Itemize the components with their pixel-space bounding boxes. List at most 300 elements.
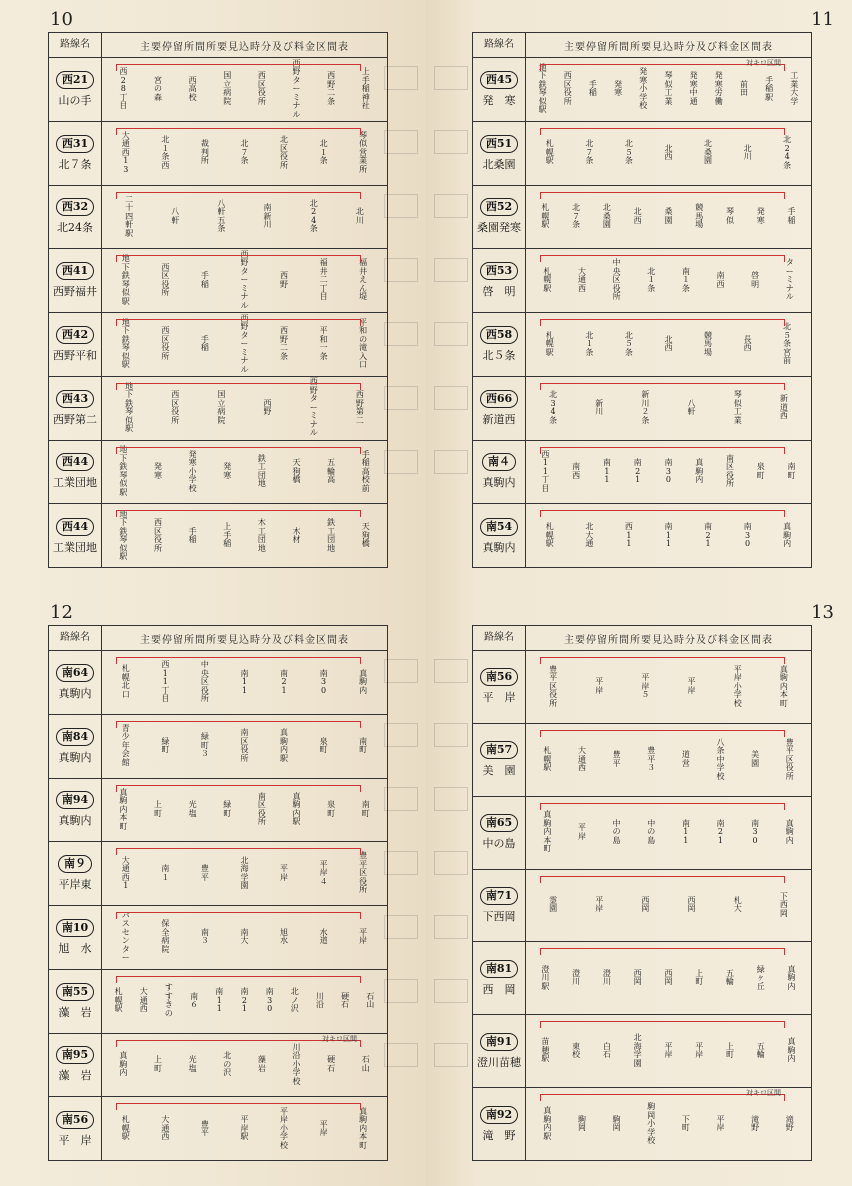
stop-name: 旭水 <box>280 927 289 946</box>
fare-section-line <box>540 383 785 390</box>
route-label: 発 寒 <box>482 93 516 107</box>
show-through-mark <box>434 1043 468 1067</box>
route-name-cell <box>49 122 102 185</box>
route-badge: 西42 <box>56 326 94 344</box>
fare-section-line <box>540 255 785 262</box>
stop-name: 平岸 <box>687 677 696 695</box>
fare-section-line <box>540 803 785 810</box>
stop-name: 平岸 <box>319 1119 328 1138</box>
stop-name: 新川 <box>595 398 604 417</box>
stop-name: 西区役所 <box>161 326 170 361</box>
route-row <box>49 1097 387 1161</box>
stop-name: 長西 <box>743 334 752 353</box>
route-badge: 西44 <box>56 518 94 536</box>
route-name-cell <box>473 651 526 723</box>
stop-name: 鉄工団地 <box>327 518 336 553</box>
stop-name: 北海学園 <box>633 1033 642 1068</box>
stop-name: 平和一条 <box>319 326 328 361</box>
stop-name: バスセンター <box>121 910 130 963</box>
show-through-mark <box>434 66 468 90</box>
fare-section-line <box>116 192 361 199</box>
stop-name: 札幌駅 <box>541 203 550 230</box>
stop-name: 真駒内本町 <box>119 787 128 831</box>
stop-name: 南21 <box>633 458 642 485</box>
route-badge: 南94 <box>56 791 94 809</box>
route-row <box>473 1088 811 1161</box>
fare-section-line <box>116 848 361 855</box>
route-row <box>49 313 387 377</box>
stop-name: 南11 <box>215 987 224 1014</box>
fare-table <box>472 625 812 1161</box>
stop-name: 石山 <box>366 991 375 1010</box>
stop-name: 真駒内駅 <box>292 791 301 827</box>
route-label: 澄川苗穂 <box>477 1055 521 1069</box>
show-through-mark <box>384 723 418 747</box>
fare-section-line <box>540 730 785 737</box>
stop-name: 鉄工団地 <box>257 453 266 489</box>
stop-name: 大通西 <box>577 266 586 293</box>
route-name-cell <box>49 441 102 504</box>
route-badge: 西53 <box>480 262 518 280</box>
stop-name: 発寒 <box>756 207 765 225</box>
stop-name: 南11 <box>240 668 249 695</box>
stop-name: 北１条西 <box>161 135 170 170</box>
stops-cell <box>526 942 811 1014</box>
stop-name: 緑ヶ丘 <box>756 964 765 991</box>
stop-name: 木材 <box>292 526 301 545</box>
route-badge: 西43 <box>56 390 94 408</box>
stop-name: 札幌北口 <box>121 664 130 699</box>
route-name-cell <box>473 870 526 942</box>
stop-name: 南西 <box>716 271 725 289</box>
route-name-cell <box>49 377 102 440</box>
stops-cell <box>102 906 387 969</box>
fare-section-line <box>116 785 361 792</box>
stop-name: 川沿小学校 <box>292 1042 301 1086</box>
route-label: 藻 岩 <box>58 1005 92 1019</box>
stop-name: 駒岡小学校 <box>647 1102 656 1146</box>
stop-name: 西野二条 <box>280 326 289 361</box>
stop-name: 手稲 <box>200 334 209 353</box>
stop-name: 川沿 <box>315 991 324 1010</box>
route-row <box>473 1015 811 1088</box>
route-name-cell <box>49 715 102 778</box>
stop-name: 国立病院 <box>217 390 226 425</box>
stop-name: 五輪 <box>756 1041 765 1060</box>
route-label: 工業団地 <box>53 476 97 490</box>
stop-name: 南30 <box>265 987 274 1014</box>
stop-name: 発寒中通 <box>689 71 698 106</box>
stops-cell <box>526 249 811 312</box>
stop-name: 南町 <box>361 800 370 818</box>
stop-name: 豊平区役所 <box>785 737 794 781</box>
page-number: 12 <box>50 602 73 623</box>
route-label: 北桑園 <box>482 157 516 171</box>
stops-cell <box>102 441 387 504</box>
stop-name: 豊平区役所 <box>549 664 558 708</box>
page-13 <box>426 593 852 1186</box>
route-row <box>49 186 387 250</box>
stop-name: 西野ターミナル <box>292 58 301 119</box>
route-label: 西野福井 <box>53 285 97 299</box>
stops-cell <box>102 249 387 312</box>
stop-name: 五輪高 <box>327 458 336 485</box>
stop-name: 南１条 <box>681 266 690 293</box>
stops-cell <box>526 870 811 942</box>
route-label: 工業団地 <box>53 540 97 554</box>
stop-name: 滝野 <box>751 1114 760 1133</box>
stop-name: 平岸５ <box>641 673 650 700</box>
route-badge: 南81 <box>480 960 518 978</box>
stop-name: 平岸 <box>280 864 289 882</box>
table-header <box>49 33 387 58</box>
stop-name: 平岸 <box>359 927 368 946</box>
stops-cell <box>102 842 387 905</box>
stop-name: 上町 <box>695 968 704 987</box>
show-through-mark <box>434 322 468 346</box>
stop-name: 真駒内 <box>787 964 796 991</box>
stop-name: 泉町 <box>319 736 328 755</box>
fare-section-line <box>540 128 785 135</box>
route-label: 中の島 <box>482 837 516 851</box>
stop-name: 西区役所 <box>153 518 162 553</box>
route-row <box>473 186 811 250</box>
show-through-mark <box>384 1043 418 1067</box>
route-row <box>473 313 811 377</box>
stop-name: すすきの <box>164 983 173 1018</box>
kiro-section-label: 対キロ区間 <box>746 1089 781 1098</box>
stop-name: 南区役所 <box>725 453 734 489</box>
stops-cell <box>526 504 811 568</box>
route-row <box>473 651 811 724</box>
stop-name: 光塩 <box>188 800 197 818</box>
stop-name: 西野ターミナル <box>240 249 249 310</box>
stop-name: 大通西 <box>139 987 148 1014</box>
stop-name: 地下鉄琴似駅 <box>538 62 547 115</box>
stop-name: 豊平 <box>612 750 621 768</box>
stop-name: 北桑園 <box>704 139 713 166</box>
stop-name: 南６ <box>190 991 199 1010</box>
stop-name: 上手稲神社 <box>361 67 370 111</box>
stop-name: 中の島 <box>647 818 656 845</box>
stop-name: 北24条 <box>309 198 318 234</box>
route-badge: 西32 <box>56 198 94 216</box>
stop-name: 真駒内 <box>695 458 704 485</box>
stops-cell <box>102 313 387 376</box>
stop-name: 西11丁目 <box>541 449 550 493</box>
route-label: 滝 野 <box>482 1128 516 1142</box>
show-through-mark <box>434 386 468 410</box>
stop-name: 保全病院 <box>161 919 170 954</box>
header-route: 路線名 <box>49 33 102 57</box>
stop-name: 札幌駅 <box>545 139 554 166</box>
stop-name: 北海学園 <box>240 855 249 891</box>
stops-cell <box>526 651 811 723</box>
stop-name: 南１ <box>161 864 170 882</box>
header-route: 路線名 <box>473 626 526 650</box>
route-row <box>49 842 387 906</box>
fare-section-line <box>540 948 785 955</box>
stop-name: 八軒五条 <box>217 198 226 234</box>
show-through-mark <box>384 194 418 218</box>
route-badge: 南54 <box>480 518 518 536</box>
page-11 <box>426 0 852 593</box>
route-label: 西野平和 <box>53 348 97 362</box>
stops-cell <box>526 1088 811 1161</box>
route-row <box>49 651 387 715</box>
show-through-mark <box>384 258 418 282</box>
fare-section-line <box>116 510 361 517</box>
stop-name: 北川 <box>355 207 364 225</box>
stop-name: 北５条 <box>624 139 633 166</box>
stop-name: 南区役所 <box>240 728 249 763</box>
stop-name: 南30 <box>664 458 673 485</box>
table-header <box>49 626 387 651</box>
route-badge: 南95 <box>56 1046 94 1064</box>
stop-name: 豊平 <box>200 1119 209 1138</box>
stop-name: 平岸 <box>695 1041 704 1060</box>
route-name-cell <box>473 313 526 376</box>
stop-name: 南11 <box>664 522 673 549</box>
route-badge: 南71 <box>480 887 518 905</box>
stop-name: 西野第二 <box>355 390 364 425</box>
stop-name: 新道西 <box>779 394 788 421</box>
stop-name: 平岸 <box>664 1041 673 1060</box>
stop-name: 北大通 <box>585 522 594 549</box>
show-through-mark <box>434 258 468 282</box>
stop-name: 苗穂駅 <box>541 1037 550 1064</box>
stop-name: 札幌駅 <box>114 987 123 1014</box>
show-through-mark <box>384 851 418 875</box>
stop-name: 天狗橋 <box>361 522 370 549</box>
stop-name: 南11 <box>681 818 690 845</box>
stops-cell <box>102 715 387 778</box>
route-name-cell <box>473 58 526 121</box>
stop-name: 大通西1 <box>121 855 130 891</box>
fare-section-line <box>116 255 361 262</box>
stop-name: 真駒内本町 <box>359 1106 368 1150</box>
route-badge: 西45 <box>480 71 518 89</box>
stop-name: 八軒 <box>171 207 180 225</box>
stop-name: 手稲 <box>588 79 597 98</box>
route-badge: 南64 <box>56 664 94 682</box>
table-header <box>473 626 811 651</box>
stop-name: 啓明 <box>751 271 760 289</box>
stop-name: 前田 <box>739 79 748 98</box>
stop-name: 手稲 <box>188 526 197 545</box>
show-through-mark <box>384 915 418 939</box>
stop-name: 桑園 <box>664 207 673 225</box>
route-label: 真駒内 <box>58 750 92 764</box>
route-label: 真駒内 <box>58 686 92 700</box>
route-name-cell <box>49 779 102 842</box>
stop-name: 手稲 <box>200 271 209 289</box>
stop-name: 札幌駅 <box>545 330 554 357</box>
stop-name: 駒岡 <box>612 1114 621 1133</box>
route-name-cell <box>473 504 526 568</box>
route-row <box>49 970 387 1034</box>
stops-cell <box>102 779 387 842</box>
route-label: 平 岸 <box>58 1133 92 1147</box>
stop-name: 西区役所 <box>171 390 180 425</box>
route-badge: 西66 <box>480 390 518 408</box>
stop-name: 南30 <box>743 522 752 549</box>
stop-name: 南町 <box>787 462 796 480</box>
stop-name: 工業大学 <box>790 71 799 106</box>
stop-name: 西野 <box>280 271 289 289</box>
stops-cell <box>526 724 811 796</box>
header-description: 主要停留所間所要見込時分及び料金区間表 <box>140 41 349 53</box>
route-name-cell <box>49 186 102 249</box>
stop-name: 平岸小学校 <box>280 1106 289 1150</box>
stop-name: 南21 <box>280 668 289 695</box>
route-badge: 南56 <box>56 1111 94 1129</box>
stop-name: 西野ターミナル <box>240 313 249 374</box>
stops-cell <box>102 1097 387 1161</box>
route-name-cell <box>49 906 102 969</box>
route-label: 新道西 <box>482 412 516 426</box>
fare-section-line <box>116 657 361 664</box>
stop-name: 道営 <box>681 750 690 768</box>
route-row <box>49 779 387 843</box>
stop-name: 平岸駅 <box>240 1115 249 1142</box>
stop-name: 真駒内 <box>119 1051 128 1078</box>
route-badge: 西21 <box>56 71 94 89</box>
stops-cell <box>526 441 811 504</box>
stop-name: 北１条 <box>319 139 328 166</box>
route-name-cell <box>49 504 102 568</box>
route-row <box>49 249 387 313</box>
stop-name: 発寒小学校 <box>639 67 648 111</box>
stop-name: 天狗橋 <box>292 458 301 485</box>
stop-name: 西区役所 <box>257 71 266 106</box>
stops-cell <box>102 377 387 440</box>
stops-cell <box>102 186 387 249</box>
stop-name: 石山 <box>361 1055 370 1073</box>
stop-name: 上手稲 <box>223 522 232 549</box>
route-badge: 南92 <box>480 1106 518 1124</box>
route-label: 西野第二 <box>53 412 97 426</box>
route-label: 山の手 <box>58 93 92 107</box>
stop-name: 北５条宮前 <box>783 322 792 366</box>
stop-name: 緑町 <box>223 800 232 818</box>
kiro-section-label: 対キロ区間 <box>322 1034 357 1043</box>
stop-name: 地下鉄琴似駅 <box>119 509 128 562</box>
stop-name: 発寒労働 <box>714 71 723 106</box>
stop-name: 南11 <box>602 458 611 485</box>
page-10 <box>0 0 426 593</box>
stop-name: 札大 <box>733 895 742 914</box>
route-badge: 西41 <box>56 262 94 280</box>
route-name-cell <box>473 249 526 312</box>
stop-name: 澄川駅 <box>541 964 550 991</box>
stop-name: 下西岡 <box>779 891 788 918</box>
stop-name: 手稲駅 <box>765 75 774 102</box>
route-row <box>49 715 387 779</box>
stop-name: 平岸４ <box>319 859 328 886</box>
stop-name: 泉町 <box>756 462 765 480</box>
fare-section-line <box>116 721 361 728</box>
stop-name: 豊平３ <box>647 746 656 773</box>
stops-cell <box>102 970 387 1033</box>
stop-name: 西岡 <box>687 895 696 914</box>
route-badge: 南57 <box>480 741 518 759</box>
stops-cell <box>526 313 811 376</box>
stop-name: 真駒内本町 <box>543 810 552 854</box>
route-row <box>473 942 811 1015</box>
page-12 <box>0 593 426 1186</box>
stop-name: 西岡 <box>633 968 642 987</box>
stop-name: 北24条 <box>783 135 792 170</box>
route-row <box>49 377 387 441</box>
fare-section-line <box>116 912 361 919</box>
stop-name: 南新川 <box>263 203 272 230</box>
header-description: 主要停留所間所要見込時分及び料金区間表 <box>140 634 349 646</box>
fare-section-line <box>540 876 785 883</box>
route-badge: 南84 <box>56 728 94 746</box>
route-name-cell <box>49 249 102 312</box>
stop-name: 青少年会館 <box>121 723 130 767</box>
stop-name: 真駒内 <box>787 1037 796 1064</box>
stop-name: 南区役所 <box>257 791 266 827</box>
header-route: 路線名 <box>49 626 102 650</box>
stop-name: 南21 <box>716 818 725 845</box>
stop-name: 美園 <box>751 750 760 768</box>
route-name-cell <box>49 651 102 714</box>
stops-cell <box>526 122 811 185</box>
stop-name: 中の島 <box>612 818 621 845</box>
fare-section-line <box>116 447 361 454</box>
stop-name: 南21 <box>240 987 249 1014</box>
stop-name: 発寒 <box>223 462 232 480</box>
stop-name: 南町 <box>359 736 368 755</box>
route-row <box>473 870 811 943</box>
route-name-cell <box>473 1015 526 1087</box>
stops-cell <box>526 797 811 869</box>
route-row <box>473 58 811 122</box>
stop-name: 北西 <box>633 207 642 225</box>
route-name-cell <box>473 186 526 249</box>
route-label: 藻 岩 <box>58 1069 92 1083</box>
stop-name: 南大 <box>240 927 249 946</box>
fare-table <box>48 32 388 568</box>
stops-cell <box>526 1015 811 1087</box>
route-badge: 南56 <box>480 668 518 686</box>
stop-name: 福井えん堤 <box>359 258 368 302</box>
stop-name: 水道 <box>319 927 328 946</box>
route-label: 平岸東 <box>58 878 92 892</box>
stop-name: 発寒 <box>153 462 162 480</box>
show-through-mark <box>384 450 418 474</box>
show-through-mark <box>434 194 468 218</box>
stops-cell <box>102 58 387 121</box>
fare-section-line <box>540 192 785 199</box>
stop-name: 大通西 <box>161 1115 170 1142</box>
stop-name: 上町 <box>153 800 162 818</box>
stop-name: 北７条 <box>240 139 249 166</box>
stop-name: 西区役所 <box>161 262 170 298</box>
stop-name: 真駒内 <box>783 522 792 549</box>
stops-cell <box>526 186 811 249</box>
route-row <box>473 504 811 568</box>
route-row <box>473 249 811 313</box>
show-through-mark <box>434 851 468 875</box>
show-through-mark <box>434 787 468 811</box>
route-name-cell <box>473 942 526 1014</box>
route-row <box>473 377 811 441</box>
route-name-cell <box>473 797 526 869</box>
fare-table <box>472 32 812 568</box>
